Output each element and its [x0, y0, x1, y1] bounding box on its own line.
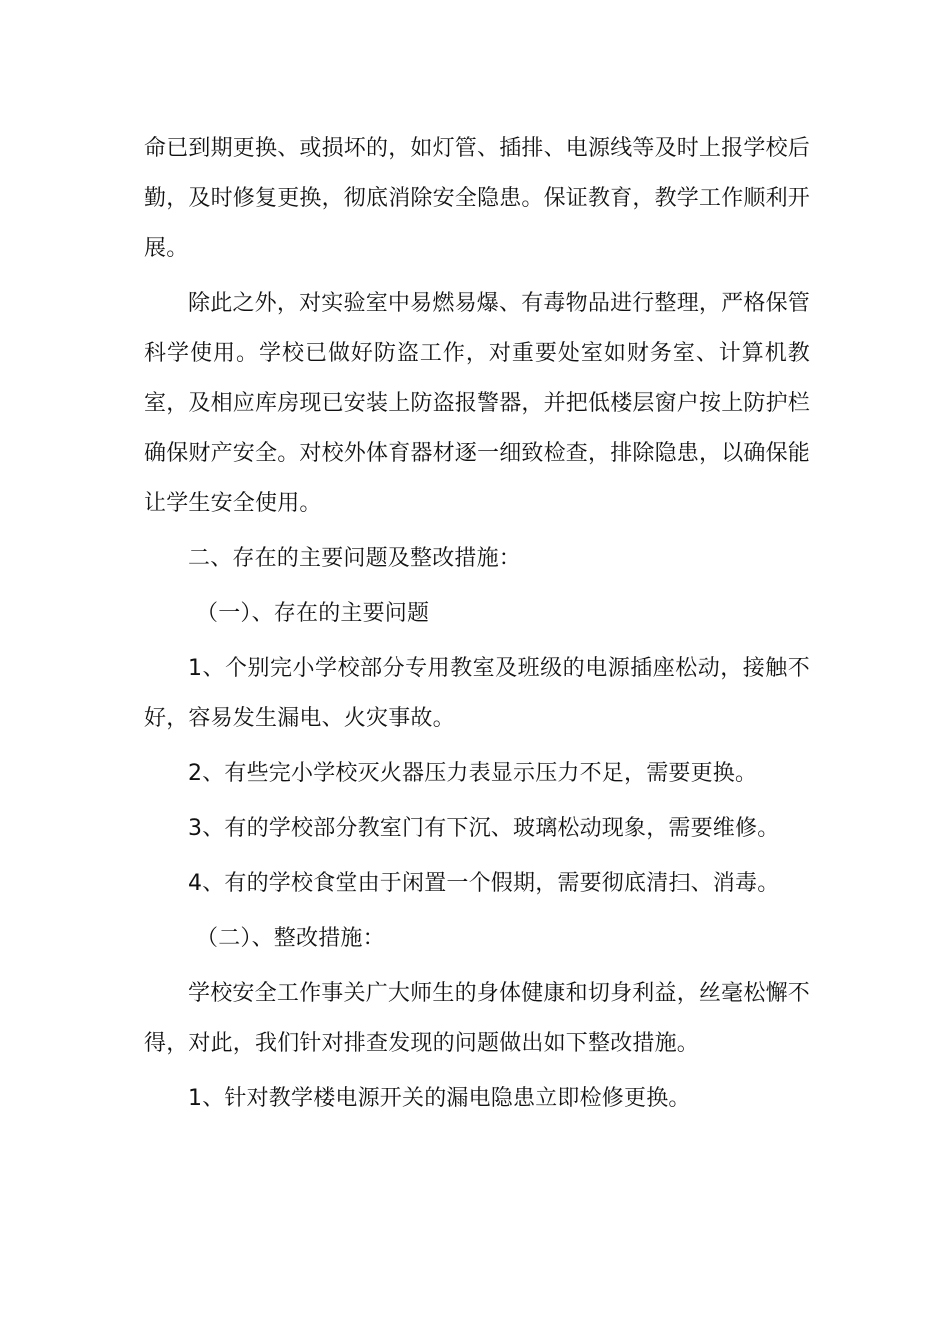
section-heading-problems-measures: 二、存在的主要问题及整改措施：: [188, 546, 522, 571]
measure-item-1: 1、针对教学楼电源开关的漏电隐患立即检修更换。: [188, 1086, 691, 1111]
document-page: [144, 124, 810, 1129]
paragraph-measures-intro: 学校安全工作事关广大师生的身体健康和切身利益，丝毫松懈不得，对此，我们针对排查发现的问题做出如下整改措施。: [144, 981, 810, 1056]
problem-item-4: 4、有的学校食堂由于闲置一个假期，需要彻底清扫、消毒。: [188, 871, 780, 896]
subsection-heading-main-problems: （一）、存在的主要问题: [196, 601, 430, 626]
paragraph-lab-safety: 除此之外，对实验室中易燃易爆、有毒物品进行整理，严格保管科学使用。学校已做好防盗工作，对重要处室如财务室、计算机教室，及相应库房现已安装上防盗报警器，并把低楼层窗户按上防护栏确保财产安全。对校外体育器材逐一细致检查，排除隐患，以确保能让学生安全使用。: [144, 291, 811, 516]
problem-item-3: 3、有的学校部分教室门有下沉、玻璃松动现象，需要维修。: [188, 816, 780, 841]
paragraph-continuation: 命已到期更换、或损坏的，如灯管、插排、电源线等及时上报学校后勤，及时修复更换，彻底消除安全隐患。保证教育，教学工作顺利开展。: [144, 136, 811, 261]
problem-item-1: 1、个别完小学校部分专用教室及班级的电源插座松动，接触不好，容易发生漏电、火灾事故。: [144, 656, 810, 731]
problem-item-2: 2、有些完小学校灭火器压力表显示压力不足，需要更换。: [188, 761, 758, 786]
subsection-heading-measures: （二）、整改措施：: [196, 926, 385, 951]
